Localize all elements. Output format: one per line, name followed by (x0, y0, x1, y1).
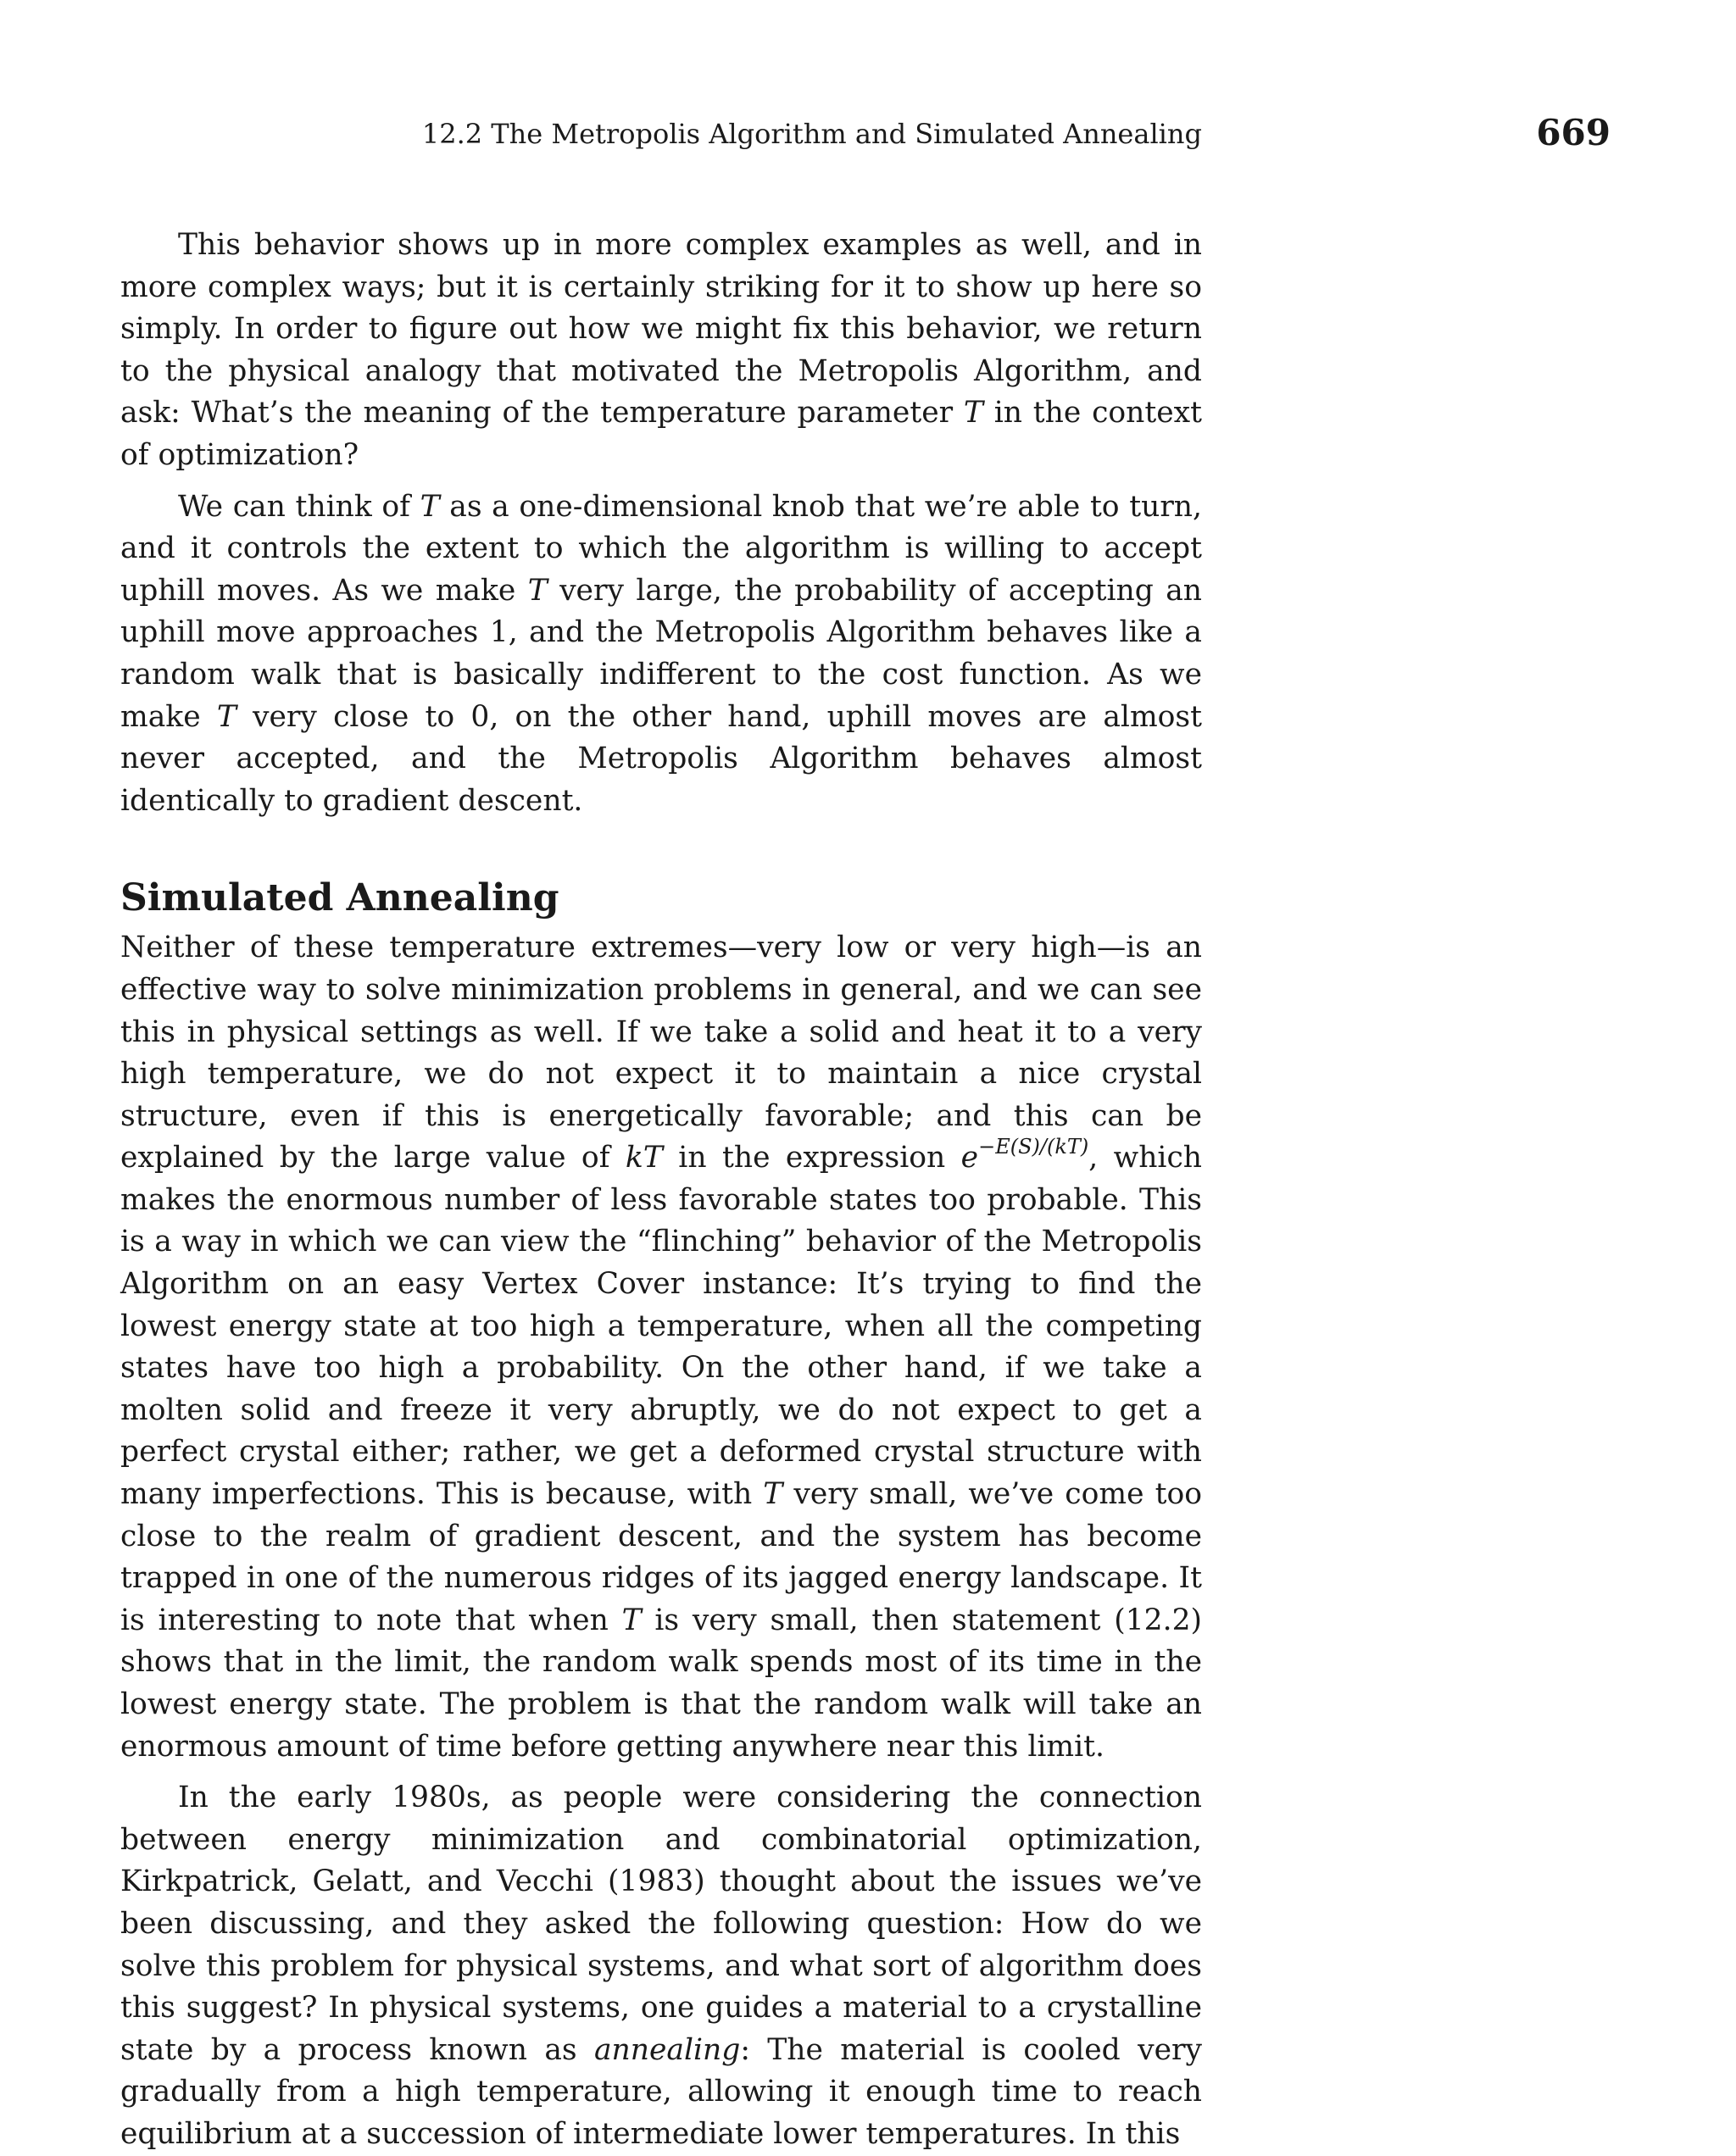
paragraph-3-text-e: is very small, then statement (12.2) shows that in the limit, the random walk spends most of its time in the lowest energy state. The problem is that the random walk will take an enormous amount of time before getting anywhere near this limit. (120, 1603, 1203, 1764)
paragraph-3-text-b: in the expression (662, 1141, 961, 1175)
term-annealing: annealing (593, 2032, 741, 2067)
paragraph-1-end: in the context of optimization? (120, 396, 1202, 472)
paragraph-4-text-b: : The material is cooled very gradually from a high temperature, allowing it enough time to reach equilibrium at a succession of intermediate lower temperatures. In this (120, 2032, 1202, 2151)
variable-T: T (216, 699, 236, 734)
variable-T: T (621, 1603, 642, 1637)
paragraph-1-text: This behavior shows up in more complex examples as well, and in more complex ways; but it is certainly striking for it to show up here so simply. In order to figure out how we might fix this behavior, we return to the physical analogy that motivated the Metropolis Algorithm, and ask: What’s the meaning of the temperature parameter (120, 228, 1202, 431)
paragraph-4 (120, 1777, 1202, 2155)
paragraph-2-text-b: as a one-dimensional knob that we’re able to turn, and it controls the extent to which the algorithm is willing to accept uphill moves. As we make (120, 489, 1202, 608)
body-text (120, 225, 1202, 2156)
paragraph-3-text-a: Neither of these temperature extremes—very low or very high—is an effective way to solve minimization problems in general, and we can see this in physical settings as well. If we take a solid and heat it to a very high temperature, we do not expect it to maintain a nice crystal structure, even if this is energetically favorable; and this can be explained by the large value of (120, 931, 1202, 1175)
paragraph-3 (120, 927, 1202, 1768)
variable-T: T (420, 489, 440, 524)
variable-T: T (963, 396, 983, 431)
paragraph-2-text-c: very large, the probability of accepting an uphill move approaches 1, and the Metropolis Algorithm behaves like a random walk that is basically indifferent to the cost function. As we make (120, 573, 1202, 734)
exponential-superscript: −E(S)/(kT) (978, 1135, 1089, 1159)
page-number: 669 (1536, 112, 1611, 153)
paragraph-4-text-a: In the early 1980s, as people were considering the connection between energy minimization and combinatorial optimization, Kirkpatrick, Gelatt, and Vecchi (1983) thought about the issues we’ve been discussing, and they asked the following question: How do we solve this problem for physical systems, and what sort of algorithm does this suggest? In physical systems, one guides a material to a crystalline state by a process known as (120, 1781, 1202, 2067)
running-head: 12.2 The Metropolis Algorithm and Simulated Annealing (421, 118, 1202, 150)
paragraph-1 (120, 225, 1202, 477)
paragraph-2 (120, 486, 1202, 823)
paragraph-2-text-d: very close to 0, on the other hand, uphill moves are almost never accepted, and the Metropolis Algorithm behaves almost identically to gradient descent. (120, 699, 1202, 818)
section-heading: Simulated Annealing (120, 876, 559, 920)
paragraph-2-text-a: We can think of (178, 489, 420, 524)
paragraph-3-text-d: very small, we’ve come too close to the realm of gradient descent, and the system has become trapped in one of the numerous ridges of its jagged energy landscape. It is interesting to note that when (120, 1477, 1202, 1637)
exponential-base: e (960, 1141, 979, 1175)
paragraph-3-text-c: , which makes the enormous number of less favorable states too probable. This is a way in which we can view the “flinching” behavior of the Metropolis Algorithm on an easy Vertex Cover instance: It’s trying to find the lowest energy state at too high a temperature, when all the competing states have too high a probability. On the other hand, if we take a molten solid and freeze it very abruptly, we do not expect to get a perfect crystal either; rather, we get a deformed crystal structure with many imperfections. This is because, with (120, 1141, 1203, 1512)
variable-T: T (527, 573, 548, 608)
variable-T: T (763, 1477, 783, 1512)
variable-kT: kT (625, 1141, 663, 1175)
